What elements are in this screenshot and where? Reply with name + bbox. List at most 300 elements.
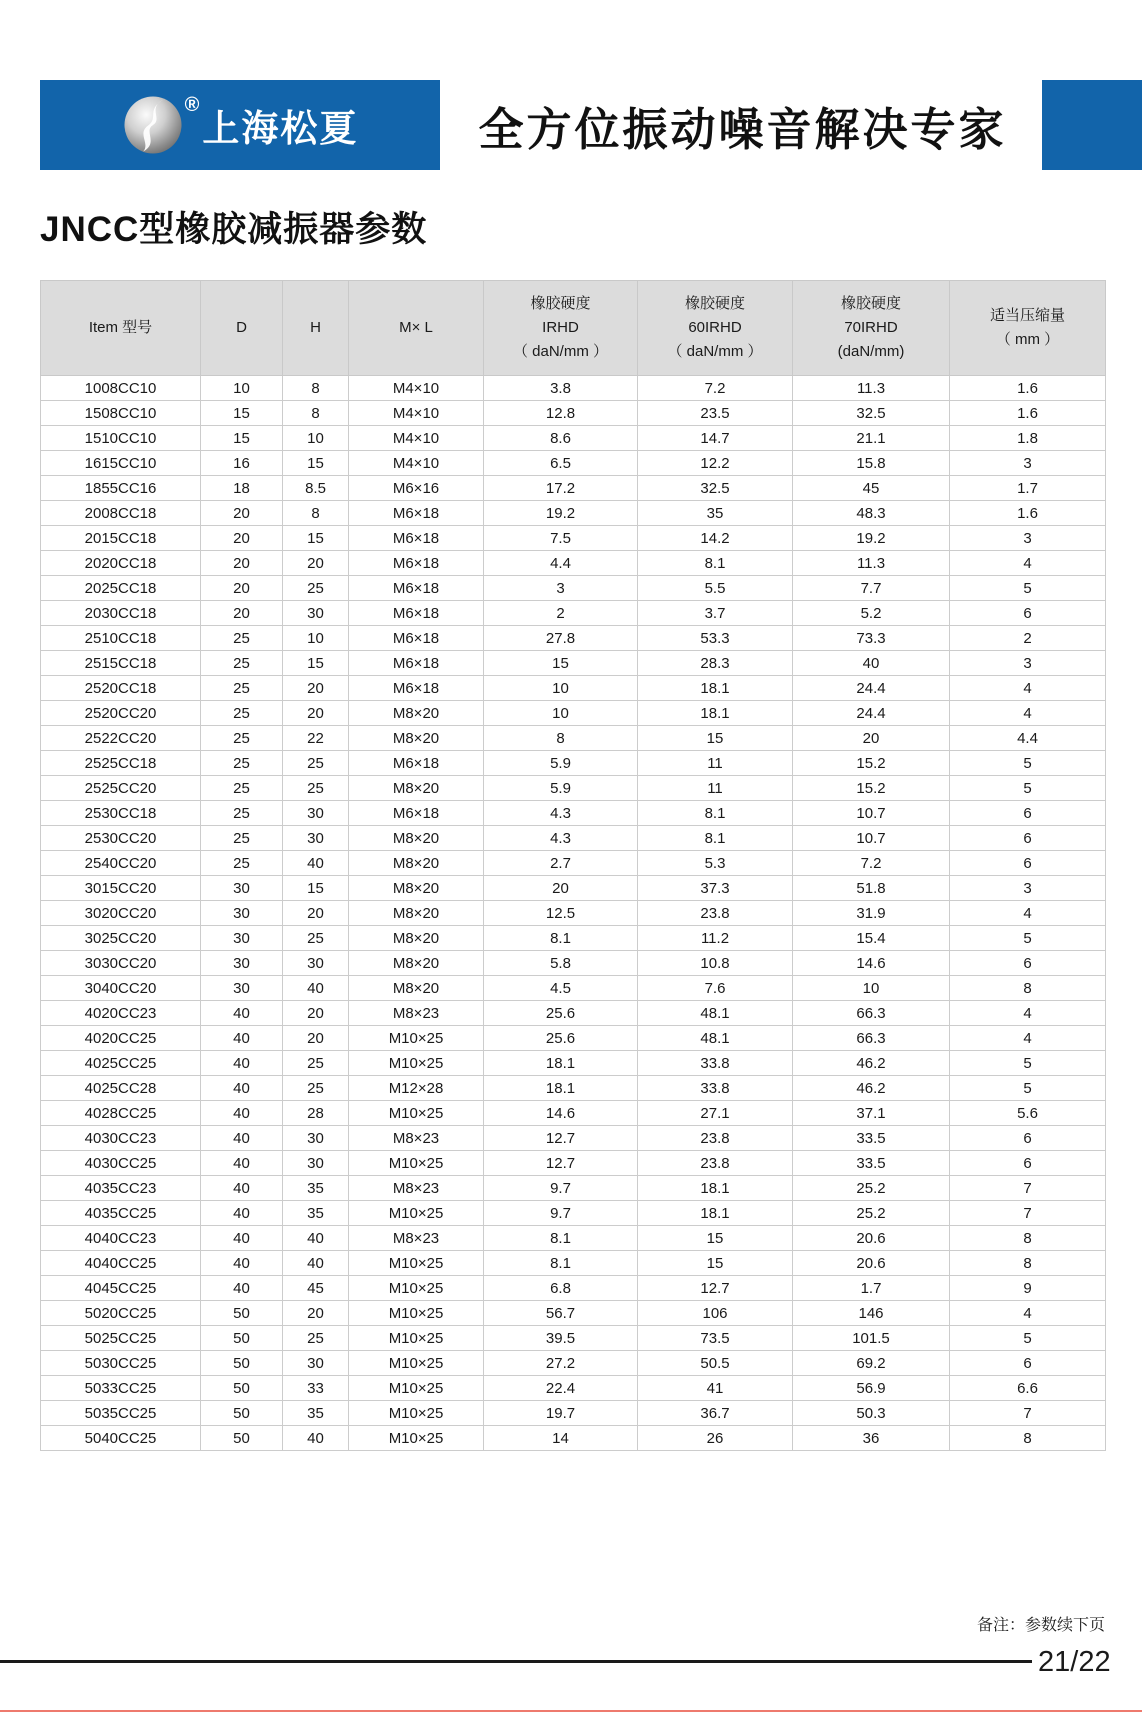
table-cell: M8×23: [349, 1226, 484, 1251]
table-cell: 5033CC25: [41, 1376, 201, 1401]
table-cell: M10×25: [349, 1201, 484, 1226]
table-cell: 69.2: [793, 1351, 950, 1376]
table-cell: 36.7: [638, 1401, 793, 1426]
table-cell: 25: [201, 701, 283, 726]
table-cell: 30: [201, 976, 283, 1001]
table-cell: 50: [201, 1326, 283, 1351]
table-row: [41, 751, 1106, 776]
table-cell: 2525CC18: [41, 751, 201, 776]
table-cell: 7.2: [793, 851, 950, 876]
table-cell: 35: [283, 1176, 349, 1201]
table-cell: 4.3: [484, 826, 638, 851]
table-cell: M10×25: [349, 1251, 484, 1276]
table-cell: 20: [283, 551, 349, 576]
table-row: [41, 1251, 1106, 1276]
table-cell: 30: [283, 826, 349, 851]
table-cell: 3: [950, 876, 1106, 901]
table-cell: M8×20: [349, 726, 484, 751]
table-cell: 1508CC10: [41, 401, 201, 426]
table-cell: 25: [201, 776, 283, 801]
table-cell: 26: [638, 1426, 793, 1451]
table-cell: M6×18: [349, 626, 484, 651]
table-cell: 14.7: [638, 426, 793, 451]
table-cell: 40: [201, 1176, 283, 1201]
table-cell: 15: [201, 426, 283, 451]
table-cell: M4×10: [349, 451, 484, 476]
table-cell: 5: [950, 926, 1106, 951]
table-cell: 27.2: [484, 1351, 638, 1376]
table-cell: 8.1: [484, 1226, 638, 1251]
table-cell: 30: [283, 1351, 349, 1376]
table-cell: 1615CC10: [41, 451, 201, 476]
table-cell: 25: [201, 676, 283, 701]
table-cell: 8: [950, 1251, 1106, 1276]
table-cell: 12.2: [638, 451, 793, 476]
table-cell: 7.6: [638, 976, 793, 1001]
table-cell: 7.7: [793, 576, 950, 601]
column-header: H: [283, 281, 349, 376]
table-cell: 20: [283, 676, 349, 701]
table-cell: 1.6: [950, 501, 1106, 526]
table-cell: 4020CC25: [41, 1026, 201, 1051]
table-cell: 15: [638, 1226, 793, 1251]
table-cell: 35: [283, 1201, 349, 1226]
table-cell: 6: [950, 826, 1106, 851]
table-cell: 40: [283, 976, 349, 1001]
table-cell: 33.8: [638, 1076, 793, 1101]
table-cell: 30: [283, 951, 349, 976]
table-cell: 25: [201, 726, 283, 751]
table-cell: 5.6: [950, 1101, 1106, 1126]
table-cell: 2530CC18: [41, 801, 201, 826]
table-cell: 6: [950, 951, 1106, 976]
table-cell: 35: [283, 1401, 349, 1426]
table-cell: 146: [793, 1301, 950, 1326]
table-cell: 5.9: [484, 776, 638, 801]
table-cell: 6: [950, 1151, 1106, 1176]
table-cell: 30: [283, 1126, 349, 1151]
table-row: [41, 1426, 1106, 1451]
table-cell: 20: [484, 876, 638, 901]
table-cell: 1008CC10: [41, 376, 201, 401]
table-cell: 4: [950, 901, 1106, 926]
table-cell: 22.4: [484, 1376, 638, 1401]
column-header: 橡胶硬度 IRHD （ daN/mm ）: [484, 281, 638, 376]
table-cell: 4045CC25: [41, 1276, 201, 1301]
table-cell: 10.7: [793, 826, 950, 851]
table-cell: 20: [201, 501, 283, 526]
table-cell: 6: [950, 1126, 1106, 1151]
table-cell: 12.7: [638, 1276, 793, 1301]
table-cell: 2025CC18: [41, 576, 201, 601]
table-cell: 2: [484, 601, 638, 626]
table-cell: 5.5: [638, 576, 793, 601]
table-cell: 18.1: [638, 676, 793, 701]
registered-trademark-icon: ®: [184, 93, 200, 116]
table-cell: M6×18: [349, 751, 484, 776]
column-header: 橡胶硬度 60IRHD （ daN/mm ）: [638, 281, 793, 376]
table-cell: 6.6: [950, 1376, 1106, 1401]
column-header: M× L: [349, 281, 484, 376]
table-cell: 7: [950, 1201, 1106, 1226]
table-cell: 24.4: [793, 676, 950, 701]
table-row: [41, 901, 1106, 926]
footer-note: 备注：参数续下页: [976, 1617, 1105, 1634]
table-cell: M6×18: [349, 526, 484, 551]
table-cell: 4: [950, 551, 1106, 576]
logo: [122, 94, 359, 156]
table-cell: 8: [950, 1226, 1106, 1251]
table-cell: 6: [950, 851, 1106, 876]
table-cell: 18.1: [638, 1201, 793, 1226]
table-row: [41, 1201, 1106, 1226]
table-cell: 11.3: [793, 551, 950, 576]
table-cell: 20: [283, 1301, 349, 1326]
table-cell: 25.2: [793, 1201, 950, 1226]
table-cell: 2520CC20: [41, 701, 201, 726]
table-cell: 40: [201, 1126, 283, 1151]
table-cell: 7: [950, 1176, 1106, 1201]
table-row: [41, 1276, 1106, 1301]
table-cell: 8: [283, 376, 349, 401]
table-row: [41, 501, 1106, 526]
table-cell: 5.2: [793, 601, 950, 626]
table-cell: 48.1: [638, 1001, 793, 1026]
table-cell: 50.3: [793, 1401, 950, 1426]
table-row: [41, 1351, 1106, 1376]
column-header: D: [201, 281, 283, 376]
table-cell: 4: [950, 676, 1106, 701]
table-cell: 40: [201, 1251, 283, 1276]
table-cell: 56.7: [484, 1301, 638, 1326]
table-cell: 5020CC25: [41, 1301, 201, 1326]
table-cell: 40: [793, 651, 950, 676]
table-cell: 15.2: [793, 751, 950, 776]
table-cell: 8: [484, 726, 638, 751]
table-cell: 8.1: [484, 926, 638, 951]
table-cell: 11.3: [793, 376, 950, 401]
table-cell: 18.1: [638, 1176, 793, 1201]
table-cell: 15: [638, 726, 793, 751]
table-cell: M10×25: [349, 1101, 484, 1126]
table-cell: 33.5: [793, 1151, 950, 1176]
table-cell: M10×25: [349, 1276, 484, 1301]
table-cell: 40: [201, 1151, 283, 1176]
table-cell: 19.2: [484, 501, 638, 526]
table-cell: 20: [201, 576, 283, 601]
logo-text: 上海松夏: [202, 108, 359, 149]
table-cell: 19.2: [793, 526, 950, 551]
table-cell: M4×10: [349, 376, 484, 401]
table-cell: 4.4: [484, 551, 638, 576]
table-cell: M6×18: [349, 576, 484, 601]
table-cell: 10: [201, 376, 283, 401]
table-cell: 25: [201, 826, 283, 851]
table-cell: 3030CC20: [41, 951, 201, 976]
footer-rule: [0, 1660, 1032, 1663]
table-cell: 2540CC20: [41, 851, 201, 876]
table-cell: 16: [201, 451, 283, 476]
table-row: [41, 551, 1106, 576]
table-cell: 18.1: [484, 1051, 638, 1076]
table-cell: 20.6: [793, 1226, 950, 1251]
table-cell: 25: [201, 751, 283, 776]
table-cell: 4: [950, 1001, 1106, 1026]
table-cell: 2.7: [484, 851, 638, 876]
table-cell: 20: [283, 901, 349, 926]
table-cell: 25.6: [484, 1001, 638, 1026]
table-cell: 46.2: [793, 1076, 950, 1101]
slogan-text: 全方位振动噪音解决专家: [478, 103, 1007, 155]
table-cell: 25: [283, 1076, 349, 1101]
table-cell: 8: [283, 401, 349, 426]
table-row: [41, 451, 1106, 476]
table-cell: 4.4: [950, 726, 1106, 751]
table-cell: M8×23: [349, 1126, 484, 1151]
table-cell: 45: [793, 476, 950, 501]
table-row: [41, 1326, 1106, 1351]
table-cell: 10.7: [793, 801, 950, 826]
table-cell: 30: [201, 876, 283, 901]
table-cell: 19.7: [484, 1401, 638, 1426]
table-cell: 15: [283, 526, 349, 551]
table-cell: 14: [484, 1426, 638, 1451]
table-cell: 15: [638, 1251, 793, 1276]
table-cell: 6.5: [484, 451, 638, 476]
table-cell: 3: [484, 576, 638, 601]
table-cell: 4: [950, 1301, 1106, 1326]
table-cell: 18: [201, 476, 283, 501]
table-row: [41, 426, 1106, 451]
table-cell: 6: [950, 801, 1106, 826]
table-cell: 5: [950, 1326, 1106, 1351]
table-cell: 39.5: [484, 1326, 638, 1351]
table-cell: 30: [201, 926, 283, 951]
table-cell: 2520CC18: [41, 676, 201, 701]
table-cell: 20: [793, 726, 950, 751]
table-cell: 40: [201, 1226, 283, 1251]
table-cell: 8.6: [484, 426, 638, 451]
table-cell: M6×18: [349, 676, 484, 701]
page-number: 21/22: [1038, 1646, 1111, 1678]
table-cell: M6×18: [349, 651, 484, 676]
table-row: [41, 1026, 1106, 1051]
table-cell: 20.6: [793, 1251, 950, 1276]
table-cell: 32.5: [638, 476, 793, 501]
table-cell: 5: [950, 576, 1106, 601]
table-cell: 2522CC20: [41, 726, 201, 751]
table-cell: 1.8: [950, 426, 1106, 451]
table-row: [41, 876, 1106, 901]
table-cell: 40: [201, 1276, 283, 1301]
table-cell: 5: [950, 776, 1106, 801]
table-cell: 40: [283, 1226, 349, 1251]
table-cell: M6×18: [349, 501, 484, 526]
table-cell: 9.7: [484, 1176, 638, 1201]
table-cell: M10×25: [349, 1376, 484, 1401]
table-cell: 12.8: [484, 401, 638, 426]
table-cell: 32.5: [793, 401, 950, 426]
table-cell: 12.7: [484, 1151, 638, 1176]
logo-block: [40, 80, 440, 170]
table-row: [41, 1001, 1106, 1026]
table-cell: 1510CC10: [41, 426, 201, 451]
table-cell: 8: [283, 501, 349, 526]
table-row: [41, 651, 1106, 676]
table-cell: 15: [283, 451, 349, 476]
table-header-row: [41, 281, 1106, 376]
table-cell: M6×18: [349, 801, 484, 826]
table-cell: 4020CC23: [41, 1001, 201, 1026]
table-cell: 25: [201, 626, 283, 651]
table-cell: 4025CC25: [41, 1051, 201, 1076]
table-row: [41, 376, 1106, 401]
table-cell: 50.5: [638, 1351, 793, 1376]
table-cell: 10: [484, 701, 638, 726]
table-cell: 37.1: [793, 1101, 950, 1126]
table-cell: 3025CC20: [41, 926, 201, 951]
table-cell: 4: [950, 1026, 1106, 1051]
table-row: [41, 626, 1106, 651]
table-cell: 9.7: [484, 1201, 638, 1226]
table-row: [41, 1376, 1106, 1401]
table-cell: 2: [950, 626, 1106, 651]
table-cell: 15.2: [793, 776, 950, 801]
table-cell: 7.5: [484, 526, 638, 551]
table-cell: 25: [201, 851, 283, 876]
table-row: [41, 401, 1106, 426]
table-cell: 3: [950, 651, 1106, 676]
table-cell: M8×20: [349, 826, 484, 851]
table-row: [41, 826, 1106, 851]
table-cell: 101.5: [793, 1326, 950, 1351]
table-row: [41, 526, 1106, 551]
table-cell: 8.5: [283, 476, 349, 501]
table-row: [41, 601, 1106, 626]
table-cell: 15: [283, 651, 349, 676]
table-row: [41, 676, 1106, 701]
table-row: [41, 1076, 1106, 1101]
table-row: [41, 801, 1106, 826]
table-cell: 5.8: [484, 951, 638, 976]
table-cell: 45: [283, 1276, 349, 1301]
table-cell: 6.8: [484, 1276, 638, 1301]
table-cell: M10×25: [349, 1051, 484, 1076]
table-cell: 66.3: [793, 1026, 950, 1051]
table-cell: 27.8: [484, 626, 638, 651]
table-cell: 40: [201, 1001, 283, 1026]
table-cell: 18.1: [638, 701, 793, 726]
table-cell: 18.1: [484, 1076, 638, 1101]
table-cell: M8×23: [349, 1001, 484, 1026]
table-cell: 7: [950, 1401, 1106, 1426]
table-row: [41, 1226, 1106, 1251]
table-cell: 25: [201, 651, 283, 676]
table-cell: 40: [283, 1251, 349, 1276]
table-cell: 23.8: [638, 1126, 793, 1151]
table-cell: M10×25: [349, 1351, 484, 1376]
table-cell: 5030CC25: [41, 1351, 201, 1376]
table-cell: 12.7: [484, 1126, 638, 1151]
table-cell: 20: [201, 551, 283, 576]
table-cell: 3: [950, 451, 1106, 476]
table-cell: 20: [201, 526, 283, 551]
table-cell: 3: [950, 526, 1106, 551]
table-cell: 48.1: [638, 1026, 793, 1051]
table-cell: 5: [950, 751, 1106, 776]
table-cell: 10: [283, 426, 349, 451]
table-cell: 21.1: [793, 426, 950, 451]
table-cell: 106: [638, 1301, 793, 1326]
table-cell: 25: [283, 576, 349, 601]
table-cell: M8×20: [349, 901, 484, 926]
table-cell: 15.4: [793, 926, 950, 951]
header-accent-block: [1042, 80, 1142, 170]
table-cell: M8×20: [349, 926, 484, 951]
table-cell: 5025CC25: [41, 1326, 201, 1351]
table-cell: 3.7: [638, 601, 793, 626]
table-cell: 4035CC25: [41, 1201, 201, 1226]
table-cell: 15: [283, 876, 349, 901]
table-cell: M8×23: [349, 1176, 484, 1201]
table-cell: 8.1: [638, 826, 793, 851]
table-cell: 25: [283, 776, 349, 801]
table-cell: 4030CC25: [41, 1151, 201, 1176]
table-row: [41, 1101, 1106, 1126]
table-cell: 4040CC23: [41, 1226, 201, 1251]
table-cell: 2510CC18: [41, 626, 201, 651]
table-body: [41, 376, 1106, 1451]
table-cell: 30: [283, 1151, 349, 1176]
table-cell: 20: [283, 1001, 349, 1026]
table-cell: 4: [950, 701, 1106, 726]
table-cell: 8.1: [484, 1251, 638, 1276]
table-cell: M6×18: [349, 601, 484, 626]
table-cell: 25: [283, 926, 349, 951]
table-cell: 2525CC20: [41, 776, 201, 801]
table-cell: 25.2: [793, 1176, 950, 1201]
table-cell: 66.3: [793, 1001, 950, 1026]
table-cell: 1.7: [950, 476, 1106, 501]
table-cell: 25: [283, 1326, 349, 1351]
table-cell: 8: [950, 1426, 1106, 1451]
table-row: [41, 1401, 1106, 1426]
table-cell: 73.5: [638, 1326, 793, 1351]
table-cell: 11: [638, 751, 793, 776]
table-cell: 14.6: [484, 1101, 638, 1126]
table-cell: 14.2: [638, 526, 793, 551]
table-cell: M6×18: [349, 551, 484, 576]
table-cell: 41: [638, 1376, 793, 1401]
table-cell: 4035CC23: [41, 1176, 201, 1201]
table-cell: M6×16: [349, 476, 484, 501]
table-cell: 23.5: [638, 401, 793, 426]
table-cell: M12×28: [349, 1076, 484, 1101]
table-cell: 3020CC20: [41, 901, 201, 926]
table-cell: 46.2: [793, 1051, 950, 1076]
table-cell: 36: [793, 1426, 950, 1451]
table-cell: 1855CC16: [41, 476, 201, 501]
table-cell: 40: [201, 1076, 283, 1101]
table-row: [41, 726, 1106, 751]
table-cell: 2515CC18: [41, 651, 201, 676]
table-cell: 10: [484, 676, 638, 701]
table-cell: 11.2: [638, 926, 793, 951]
table-cell: 50: [201, 1426, 283, 1451]
table-cell: 6: [950, 1351, 1106, 1376]
table-cell: 30: [201, 901, 283, 926]
column-header: 橡胶硬度 70IRHD (daN/mm): [793, 281, 950, 376]
